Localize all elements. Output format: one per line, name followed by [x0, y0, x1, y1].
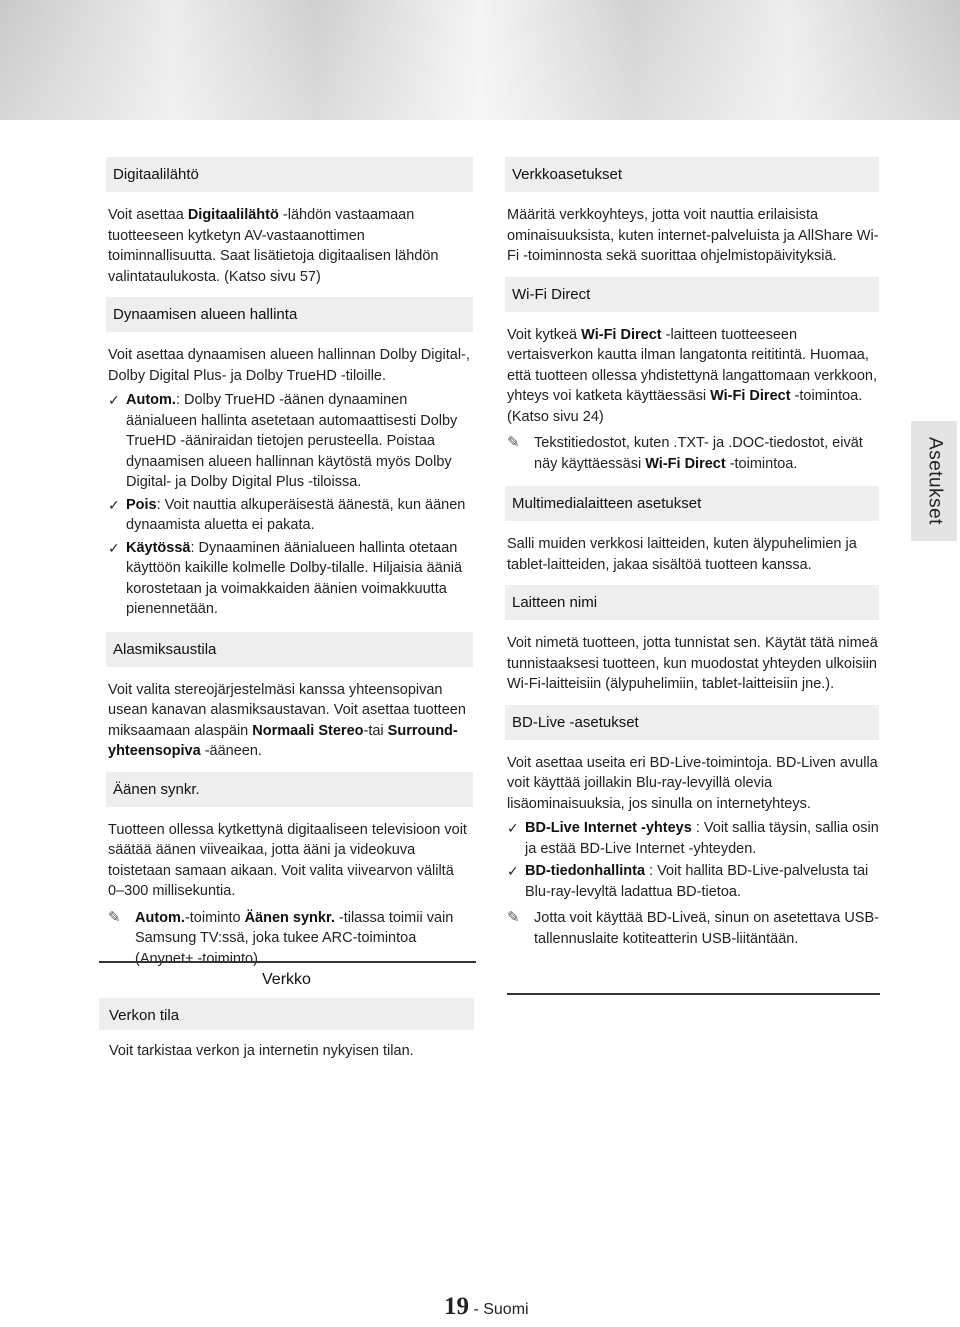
- section-header-synkr: Äänen synkr.: [106, 772, 473, 807]
- section-header-laitteen-nimi: Laitteen nimi: [505, 585, 879, 620]
- pencil-note-icon: ✎: [507, 909, 520, 926]
- checkmark-icon: ✓: [108, 392, 120, 408]
- dynaaminen-intro: Voit asettaa dynaamisen alueen hallinnan Dolby Digital-, Dolby Digital Plus- ja Dolby TrueHD -tiloille.: [108, 347, 470, 384]
- section-header-dynaaminen: Dynaamisen alueen hallinta: [106, 297, 473, 332]
- verkkoasetukset-text: Määritä verkkoyhteys, jotta voit nauttia erilaisista ominaisuuksista, kuten internet-palveluista ja AllShare Wi-Fi -toiminnosta sekä suorittaa ohjelmistopäivityksiä.: [507, 207, 879, 264]
- synkr-note: ✎ Autom.-toiminto Äänen synkr. -tilassa toimii vain Samsung TV:ssä, joka tukee ARC-toimintoa (Anynet+ -toiminto).: [108, 908, 454, 967]
- left-column: [108, 157, 473, 977]
- section-header-verkkoasetukset: Verkkoasetukset: [505, 157, 879, 192]
- wifi-direct-note: ✎ Tekstitiedostot, kuten .TXT- ja .DOC-tiedostot, eivät näy käyttäessäsi Wi-Fi Direct -toimintoa.: [507, 434, 863, 472]
- checkmark-icon: ✓: [507, 820, 519, 836]
- chapter-title-verkko: Verkko: [99, 961, 476, 1033]
- checkmark-icon: ✓: [108, 496, 120, 513]
- digitaalilahto-text: Voit asettaa Digitaalilähtö -lähdön vastaamaan tuotteeseen kytketyn AV-vastaanottimen toiminnallisuutta. Saat lisätietoja digitaalisen lähdön valintataulukosta. (Katso sivu 57): [108, 207, 439, 285]
- bd-live-text: Voit asettaa useita eri BD-Live-toimintoja. BD-Liven avulla voit käyttää joillakin Blu-ray-levyillä olevia lisäominaisuuksia, jos sinulla on internetyhteys.: [507, 754, 878, 812]
- synkr-text: Tuotteen ollessa kytkettynä digitaaliseen televisioon voit säätää äänen viiveaikaa, jotta ääni ja videokuva toistetaan samaan aikaan. Voit valita viivearvon väliltä 0–300 millisekuntia.: [108, 821, 467, 899]
- section-header-wifi-direct: Wi-Fi Direct: [505, 277, 879, 312]
- laitteen-nimi-text: Voit nimetä tuotteen, jotta tunnistat sen. Käytät tätä nimeä tunnistaaksesi tuotteen, kun muodostat yhteyden ulkoisiin Wi-Fi-laitteisiin (älypuhelimiin, tablet-laitteisiin jne.).: [507, 635, 878, 692]
- pencil-note-icon: ✎: [507, 434, 520, 451]
- right-column: [507, 157, 879, 957]
- checkmark-icon: ✓: [108, 539, 120, 556]
- section-header-digitaalilahto: Digitaalilähtö: [106, 157, 473, 192]
- dynaaminen-option-pois: ✓ Pois: Voit nauttia alkuperäisestä äänestä, kun äänen dynaamista aluetta ei pakata.: [108, 496, 466, 533]
- bd-live-option-internet: ✓ BD-Live Internet -yhteys : Voit sallia täysin, sallia osin ja estää BD-Live Internet -yhteyden.: [507, 820, 879, 857]
- bd-live-note: ✎ Jotta voit käyttää BD-Liveä, sinun on asetettava USB-tallennuslaite kotiteatterin USB-liitäntään.: [507, 909, 879, 947]
- wifi-direct-text: Voit kytkeä Wi-Fi Direct -laitteen tuotteeseen vertaisverkon kautta ilman langatonta reititintä. Huomaa, että tuotteen ollessa yhdistettynä langattomaan verkkoon, yhteys voi katketa käyttäessäsi Wi-Fi Direct -toimintoa. (Katso sivu 24): [507, 326, 877, 425]
- alasmiksaus-text: Voit valita stereojärjestelmäsi kanssa yhteensopivan usean kanavan alasmiksaustavan. Voit asettaa tuotteen miksaamaan alaspäin Normaali Stereo-tai Surround-yhteensopiva -ääneen.: [108, 681, 466, 759]
- checkmark-icon: ✓: [507, 863, 519, 879]
- pencil-note-icon: ✎: [108, 908, 121, 926]
- dynaaminen-option-kaytossa: ✓ Käytössä: Dynaaminen äänialueen hallinta otetaan käyttöön kaikille kolmelle Dolby-tilalle. Hiljaisia ääniä korostetaan ja voimakkaiden äänien voimakkuutta pienennetään.: [108, 539, 463, 617]
- side-tab-asetukset: Asetukset: [911, 421, 957, 541]
- section-divider: [507, 993, 880, 995]
- dynaaminen-option-autom: ✓ Autom.: Dolby TrueHD -äänen dynaaminen äänialueen hallinta asetetaan automaattisesti Dolby TrueHD -ääniraidan tietojen perusteella. Poistaa dynaamisen alueen hallinnan käytöstä myös Dolby Digital- ja Dolby Digital Plus -tiloissa.: [108, 392, 458, 490]
- section-header-verkon-tila: Verkon tila: [99, 998, 474, 1030]
- multimedia-text: Salli muiden verkkosi laitteiden, kuten älypuhelimien ja tablet-laitteiden, jakaa sisältöä tuotteen kanssa.: [507, 536, 857, 573]
- page-number: 19 - Suomi: [444, 1293, 529, 1320]
- section-header-multimedia: Multimedialaitteen asetukset: [505, 486, 879, 521]
- header-gradient-band: [0, 0, 960, 120]
- section-header-bd-live: BD-Live -asetukset: [505, 705, 879, 740]
- section-header-alasmiksaus: Alasmiksaustila: [106, 632, 473, 667]
- verkon-tila-text: Voit tarkistaa verkon ja internetin nykyisen tilan.: [109, 1043, 414, 1059]
- bd-live-option-tiedonhallinta: ✓ BD-tiedonhallinta : Voit hallita BD-Live-palvelusta tai Blu-ray-levyltä ladattua BD-tietoa.: [507, 863, 869, 900]
